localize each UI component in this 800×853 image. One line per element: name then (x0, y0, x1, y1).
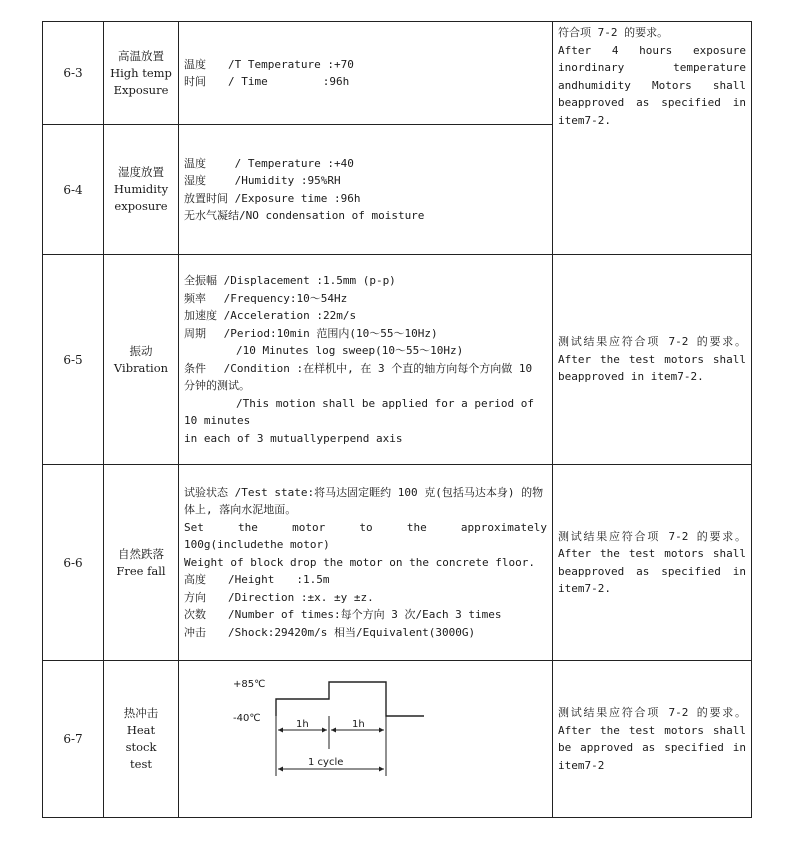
test-item-en: Free fall (116, 563, 166, 578)
item-number: 6-5 (43, 255, 104, 465)
test-item (104, 22, 179, 125)
item-number: 6-4 (43, 125, 104, 255)
test-item-en: stock (125, 740, 157, 754)
test-item (104, 465, 179, 661)
requirement: 测试结果应符合项 7-2 的要求。 After the test motors shall beapproved as specified in item7-2. (553, 465, 752, 661)
test-item-en: Heat (126, 723, 156, 737)
condition-line: 时间 / Time :96h (184, 75, 350, 88)
condition-line: 全振幅 /Displacement :1.5mm (p-p) (184, 274, 396, 287)
cycle-label: 1 cycle (308, 757, 344, 768)
test-item-en: High temp (110, 65, 172, 80)
condition-line: Weight of block drop the motor on the concrete floor. (184, 555, 535, 569)
test-item-en: exposure (114, 199, 168, 213)
condition-line: 试验状态 /Test state:将马达固定睚约 100 克(包括马达本身) 的物体上, 落向水泥地面。 (184, 485, 544, 517)
arrowhead (278, 728, 283, 733)
duration-label: 1h (296, 719, 309, 730)
test-item (104, 661, 179, 818)
condition-line: Set the motor to the approximately (184, 520, 547, 534)
table-row (43, 22, 752, 125)
condition-line: 湿度 /Humidity :95%RH (184, 174, 341, 187)
test-item-en: Humidity (113, 182, 169, 196)
requirement: 测试结果应符合项 7-2 的要求。 After the test motors shall be approved as specified in item7-2 (553, 661, 752, 818)
test-conditions (179, 125, 553, 255)
test-item-cn: 自然跌落 (118, 546, 164, 561)
test-item-en: Vibration (113, 360, 169, 375)
table-row (43, 255, 752, 465)
condition-line: 温度 /T Temperature :+70 (184, 57, 354, 71)
condition-line: 无水气凝结/NO condensation of moisture (184, 209, 425, 222)
item-number: 6-3 (43, 22, 104, 125)
duration-label: 1h (352, 719, 365, 730)
condition-line: /This motion shall be applied for a period of 10 minutes (184, 396, 535, 427)
condition-line: 加速度 /Acceleration :22m/s (184, 309, 357, 322)
condition-line: 方向 /Direction :±x. ±y ±z. (184, 590, 374, 604)
test-item-cn: 热冲击 (123, 706, 159, 720)
test-item (104, 125, 179, 255)
arrowhead (379, 767, 384, 772)
test-conditions (179, 255, 553, 465)
arrowhead (278, 767, 283, 772)
requirement-text: After 4 hours exposure inordinary temperature andhumidity Motors shall beapproved as specified in item7-2. (558, 43, 746, 127)
condition-line: 次数 /Number of times:每个方向 3 次/Each 3 times (184, 608, 502, 622)
test-conditions (179, 661, 553, 818)
arrowhead (379, 728, 384, 733)
test-item-cn: 高温放置 (118, 48, 164, 63)
item-number: 6-6 (43, 465, 104, 661)
low-temp-label: -40℃ (233, 713, 261, 724)
table-row (43, 661, 752, 818)
condition-line: /10 Minutes log sweep(10～55～10Hz) (236, 344, 464, 357)
high-temp-label: +85℃ (233, 679, 266, 690)
condition-line: 冲击 /Shock:29420m/s 相当/Equivalent(3000G) (184, 625, 476, 639)
condition-line: 100g(includethe motor) (184, 538, 330, 552)
test-conditions (179, 22, 553, 125)
arrowhead (331, 728, 336, 733)
heat-shock-diagram (224, 664, 474, 814)
requirement: 测试结果应符合项 7-2 的要求。 After the test motors shall beapproved in item7-2. (553, 255, 752, 465)
arrowhead (322, 728, 327, 733)
item-number: 6-7 (43, 661, 104, 818)
test-item-cn: 振动 (129, 343, 153, 358)
condition-line: 高度 /Height :1.5m (184, 573, 330, 587)
test-conditions (179, 465, 553, 661)
condition-line: 温度 / Temperature :+40 (184, 156, 354, 170)
condition-line: 周期 /Period:10min 范围内(10～55～10Hz) (184, 326, 438, 340)
temperature-profile-line (276, 682, 424, 716)
test-item-cn: 湿度放置 (118, 165, 164, 179)
condition-line: 条件 /Condition :在样机中, 在 3 个直的轴方向每个方向做 10 分钟的测试。 (184, 361, 539, 392)
test-spec-table (42, 21, 752, 818)
table-row (43, 465, 752, 661)
test-item (104, 255, 179, 465)
test-item-en: Exposure (113, 82, 169, 97)
requirement (553, 22, 752, 255)
requirement-title: 符合项 7-2 的要求。 (558, 26, 669, 39)
test-item-en: test (130, 757, 152, 771)
condition-line: 频率 /Frequency:10～54Hz (184, 291, 348, 305)
condition-line: in each of 3 mutuallyperpend axis (184, 431, 403, 445)
condition-line: 放置时间 /Exposure time :96h (184, 191, 361, 205)
